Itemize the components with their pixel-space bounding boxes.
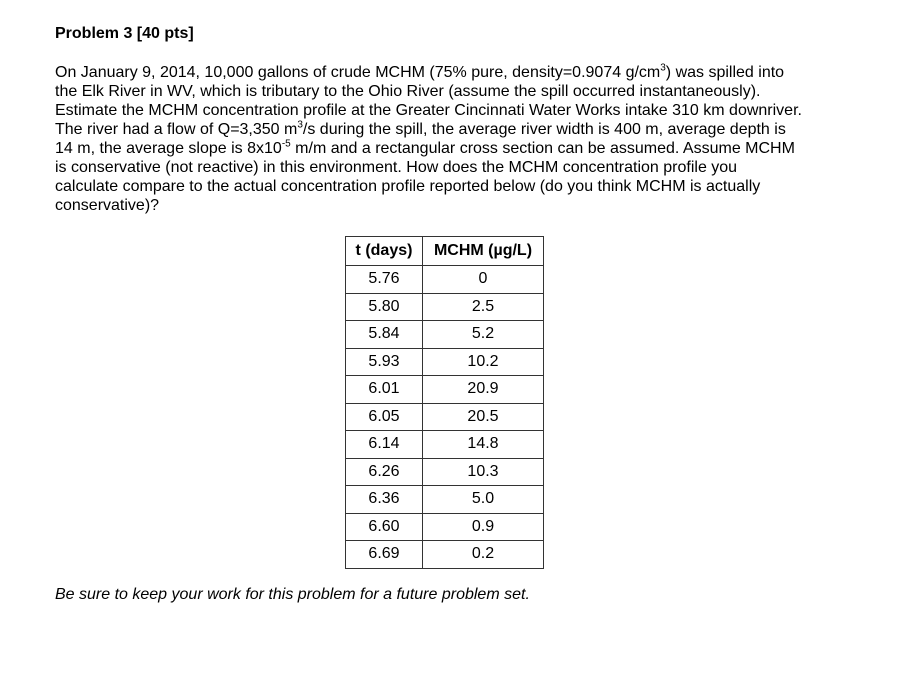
mchm-cell: 20.9 <box>423 376 544 404</box>
time-cell: 6.14 <box>346 431 423 459</box>
table-row <box>346 348 544 376</box>
problem-line: the Elk River in WV, which is tributary to the Ohio River (assume the spill occurred instantaneously). <box>55 83 761 100</box>
table-row <box>346 541 544 569</box>
problem-heading: Problem 3 [40 pts] <box>55 25 194 42</box>
mchm-cell: 5.0 <box>423 486 544 514</box>
problem-line: The river had a flow of Q=3,350 $m^3/s$ during the spill, the average river width is 400 m, average depth is <box>55 119 786 138</box>
time-cell: 5.84 <box>346 321 423 349</box>
time-cell: 6.01 <box>346 376 423 404</box>
table-row <box>346 486 544 514</box>
table-row <box>346 266 544 294</box>
problem-line: 14 m, the average slope is $8x10^{-5}$ m/m and a rectangular cross section can be assumed. Assume MCHM <box>55 138 795 157</box>
time-cell: 6.36 <box>346 486 423 514</box>
mchm-cell: 20.5 <box>423 403 544 431</box>
time-cell: 6.26 <box>346 458 423 486</box>
table-row <box>346 458 544 486</box>
time-cell: 5.93 <box>346 348 423 376</box>
mchm-cell: 10.2 <box>423 348 544 376</box>
time-cell: 5.76 <box>346 266 423 294</box>
time-cell: 5.80 <box>346 293 423 321</box>
problem-line: calculate compare to the actual concentration profile reported below (do you think MCHM is actually <box>55 178 761 195</box>
table-row <box>346 403 544 431</box>
table-row <box>346 513 544 541</box>
table-row <box>346 376 544 404</box>
time-cell: 6.05 <box>346 403 423 431</box>
mchm-cell: 14.8 <box>423 431 544 459</box>
problem-line: conservative)? <box>55 197 160 214</box>
concentration-table <box>345 236 544 569</box>
mchm-cell: 5.2 <box>423 321 544 349</box>
table-row <box>346 431 544 459</box>
time-cell: 6.60 <box>346 513 423 541</box>
table-row <box>346 321 544 349</box>
time-cell: 6.69 <box>346 541 423 569</box>
mchm-cell: 10.3 <box>423 458 544 486</box>
mchm-cell: 0 <box>423 266 544 294</box>
mchm-cell: 2.5 <box>423 293 544 321</box>
problem-line: On January 9, 2014, 10,000 gallons of crude MCHM (75% pure, density=0.9074 $g/cm^3$) was spilled into <box>55 62 785 81</box>
problem-line: is conservative (not reactive) in this environment. How does the MCHM concentration profile you <box>55 159 738 176</box>
table-row <box>346 293 544 321</box>
time-column-header: t (days) <box>346 237 423 266</box>
table-header-row <box>346 237 544 266</box>
mchm-cell: 0.9 <box>423 513 544 541</box>
mchm-cell: 0.2 <box>423 541 544 569</box>
footer-note: Be sure to keep your work for this problem for a future problem set. <box>55 586 530 603</box>
problem-statement <box>55 63 855 215</box>
problem-line: Estimate the MCHM concentration profile at the Greater Cincinnati Water Works intake 310 km downriver. <box>55 102 802 119</box>
mchm-column-header: MCHM (µg/L) <box>423 237 544 266</box>
